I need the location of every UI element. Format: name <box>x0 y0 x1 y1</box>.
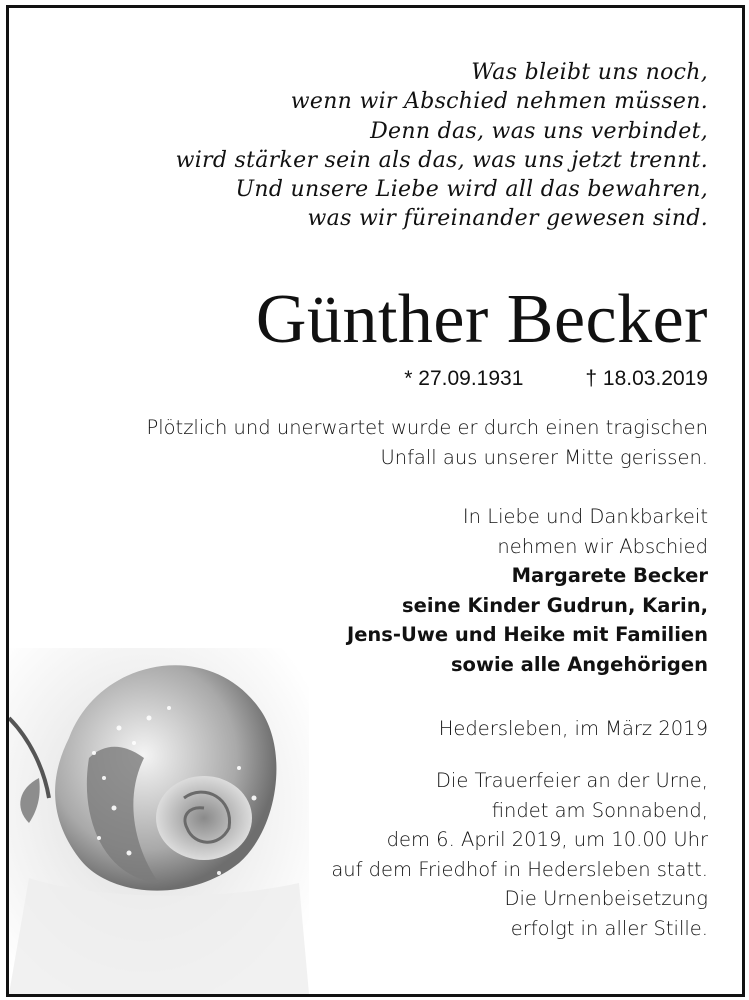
mourner-name: Margarete Becker <box>511 564 708 587</box>
life-dates <box>404 365 708 393</box>
mourners-intro-line: nehmen wir Abschied <box>497 534 708 558</box>
ceremony-line: Die Urnenbeisetzung <box>504 887 708 910</box>
rose-image <box>9 648 309 994</box>
ceremony-line: auf dem Friedhof in Hedersleben statt. <box>331 857 708 881</box>
birth-date: * 27.09.1931 <box>404 367 524 390</box>
mourners-intro-line: In Liebe und Dankbarkeit <box>462 505 708 528</box>
poem-line: Was bleibt uns noch, <box>471 60 708 85</box>
mourner-name: sowie alle Angehörigen <box>450 652 708 676</box>
mourners-block <box>347 502 708 679</box>
death-date: † 18.03.2019 <box>585 367 708 390</box>
ceremony-info <box>331 766 708 943</box>
circumstance-line: Plötzlich und unerwartet wurde er durch einen tragischen <box>146 416 708 439</box>
ceremony-line: dem 6. April 2019, um 10.00 Uhr <box>386 828 708 851</box>
poem <box>176 58 708 234</box>
poem-line: was wir füreinander gewesen sind. <box>307 206 708 232</box>
ceremony-line: erfolgt in aller Stille. <box>510 916 708 940</box>
deceased-name: Günther Becker <box>255 281 708 358</box>
circumstance-text <box>146 413 708 472</box>
mourner-name: seine Kinder Gudrun, Karin, <box>402 593 708 617</box>
poem-line: wird stärker sein als das, was uns jetzt trennt. <box>175 147 708 173</box>
circumstance-line: Unfall aus unserer Mitte gerissen. <box>380 445 708 469</box>
place-date: Hedersleben, im März 2019 <box>438 717 708 740</box>
mourner-name: Jens-Uwe und Heike mit Familien <box>346 623 708 646</box>
ceremony-line: findet am Sonnabend, <box>491 798 708 822</box>
ceremony-line: Die Trauerfeier an der Urne, <box>435 769 708 792</box>
poem-line: Und unsere Liebe wird all das bewahren, <box>235 177 708 203</box>
poem-line: Denn das, was uns verbindet, <box>370 118 708 144</box>
obituary-frame <box>6 5 745 997</box>
poem-line: wenn wir Abschied nehmen müssen. <box>290 89 708 115</box>
